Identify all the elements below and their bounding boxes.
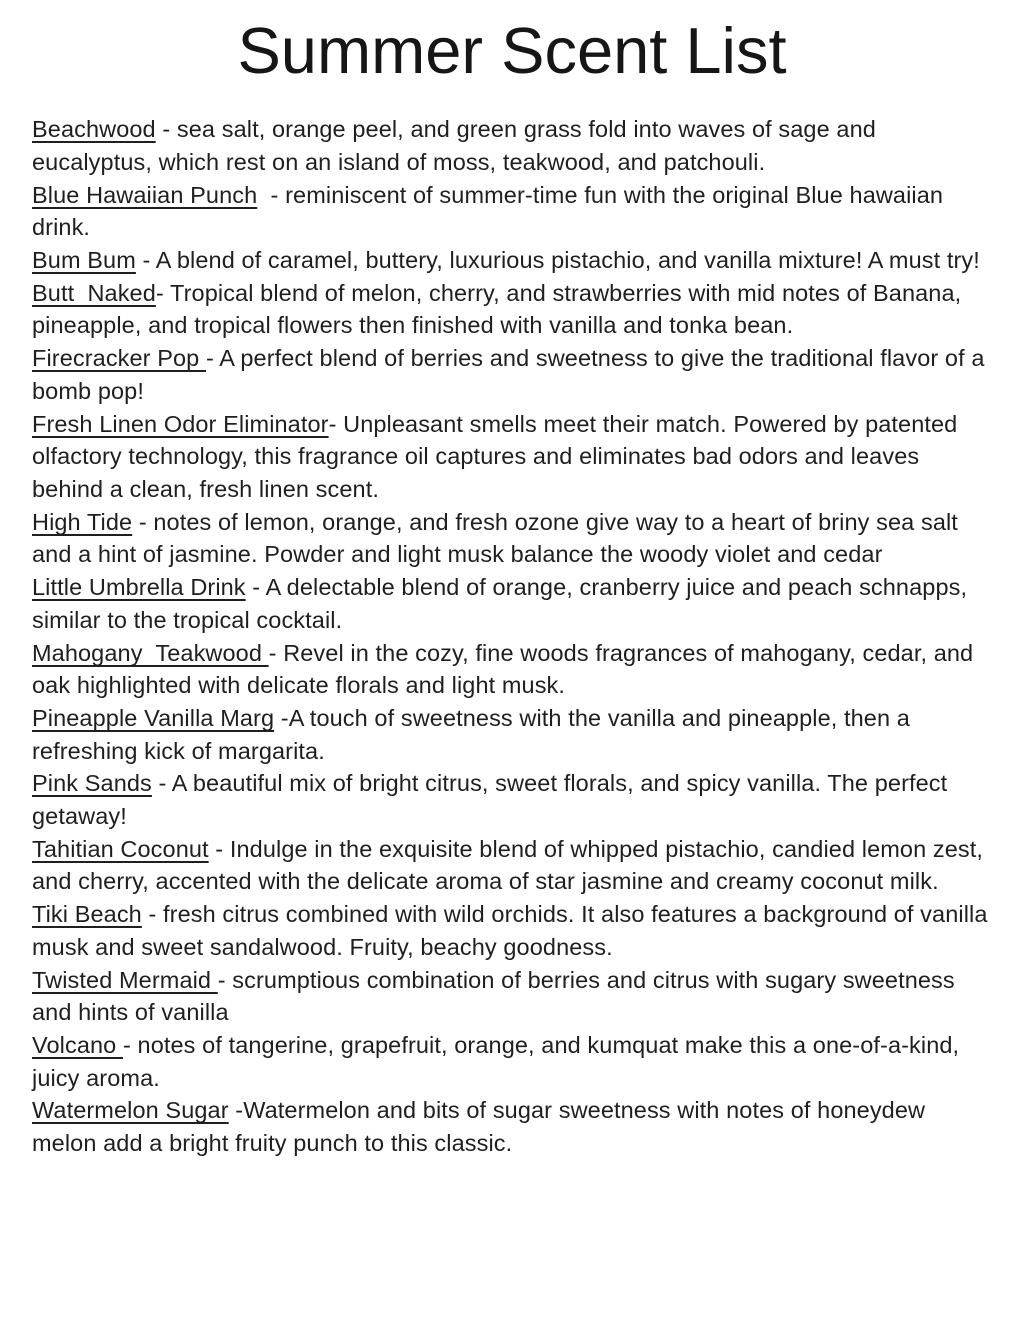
scent-description: notes of tangerine, grapefruit, orange, and kumquat make this a one-of-a-kind, juicy aroma. <box>32 1031 966 1091</box>
scent-separator: - <box>328 410 344 437</box>
scent-description: scrumptious combination of berries and citrus with sugary sweetness and hints of vanilla <box>32 966 962 1026</box>
scent-name: Beachwood <box>32 116 156 143</box>
scent-name: Watermelon Sugar <box>32 1097 229 1124</box>
scent-description: A perfect blend of berries and sweetness to give the traditional flavor of a bomb pop! <box>32 345 992 404</box>
scent-separator: - <box>217 966 233 993</box>
scent-separator: - <box>208 835 230 862</box>
scent-name: Tahitian Coconut <box>32 835 209 862</box>
scent-separator: - <box>155 279 171 306</box>
scent-description: fresh citrus combined with wild orchids. It also features a background of vanilla musk and sweet sandalwood. Fruity, beachy goodness. <box>32 901 995 960</box>
scent-entry <box>32 342 992 407</box>
scent-description: notes of lemon, orange, and fresh ozone give way to a heart of briny sea salt and a hint of jasmine. Powder and light musk balance the woody violet and cedar <box>32 508 965 568</box>
scent-entry <box>32 408 992 506</box>
scent-description: A touch of sweetness with the vanilla and pineapple, then a refreshing kick of margarita. <box>32 704 917 764</box>
scent-description: A delectable blend of orange, cranberry juice and peach schnapps, similar to the tropical cocktail. <box>32 574 974 633</box>
scent-name: Volcano <box>32 1031 123 1058</box>
scent-entry <box>32 113 992 178</box>
scent-description: Indulge in the exquisite blend of whipped pistachio, candied lemon zest, and cherry, accented with the delicate aroma of star jasmine and creamy coconut milk. <box>32 835 990 895</box>
scent-name: Blue Hawaiian Punch <box>32 181 258 208</box>
scent-separator: - <box>141 901 164 928</box>
scent-name: Fresh Linen Odor Eliminator <box>32 410 329 437</box>
scent-description: Revel in the cozy, fine woods fragrances of mahogany, cedar, and oak highlighted with delicate florals and light musk. <box>32 639 980 699</box>
scent-entry <box>32 244 992 277</box>
scent-separator: - <box>155 116 177 143</box>
scent-entry <box>32 833 992 898</box>
scent-name: Pineapple Vanilla Marg <box>32 704 275 731</box>
scent-name: Firecracker Pop <box>32 345 206 372</box>
scent-separator: - <box>245 574 266 601</box>
scent-separator: - <box>257 181 286 208</box>
scent-name: Twisted Mermaid <box>32 966 218 993</box>
scent-entry <box>32 179 992 244</box>
scent-description: A beautiful mix of bright citrus, sweet florals, and spicy vanilla. The perfect getaway! <box>32 770 954 830</box>
scent-separator: - <box>132 508 154 535</box>
scent-entry <box>32 637 992 702</box>
scent-name: Butt Naked <box>32 279 156 306</box>
scent-entry <box>32 506 992 571</box>
scent-separator: - <box>122 1031 138 1058</box>
scent-entry <box>32 1094 992 1159</box>
scent-name: Bum Bum <box>32 247 136 274</box>
scent-entry <box>32 702 992 767</box>
scent-separator: - <box>135 247 156 274</box>
scent-entry <box>32 1029 992 1094</box>
scent-description: reminiscent of summer-time fun with the original Blue hawaiian drink. <box>32 181 950 241</box>
scent-entry <box>32 767 992 832</box>
scent-description: sea salt, orange peel, and green grass fold into waves of sage and eucalyptus, which rest on an island of moss, teakwood, and patchouli. <box>32 116 883 175</box>
scent-entry <box>32 898 995 963</box>
page-title: Summer Scent List <box>237 14 787 87</box>
scent-separator: - <box>268 639 284 666</box>
scent-description: Watermelon and bits of sugar sweetness with notes of honeydew melon add a bright fruity punch to this classic. <box>32 1097 932 1157</box>
scent-description: Unpleasant smells meet their match. Powered by patented olfactory technology, this fragrance oil captures and eliminates bad odors and leaves behind a clean, fresh linen scent. <box>32 410 964 502</box>
scent-name: Pink Sands <box>32 770 152 797</box>
scent-name: Tiki Beach <box>32 901 142 928</box>
scent-name: Mahogany Teakwood <box>32 639 269 666</box>
scent-name: High Tide <box>32 508 133 535</box>
scent-entry <box>32 277 992 342</box>
scent-description: Tropical blend of melon, cherry, and strawberries with mid notes of Banana, pineapple, and tropical flowers then finished with vanilla and tonka bean. <box>32 279 968 339</box>
scent-entry <box>32 571 992 636</box>
scent-name: Little Umbrella Drink <box>32 574 246 601</box>
scent-separator: - <box>205 345 220 372</box>
scent-description: A blend of caramel, buttery, luxurious pistachio, and vanilla mixture! A must try! <box>155 247 980 274</box>
scent-separator: - <box>151 770 172 797</box>
scent-entry <box>32 964 992 1029</box>
scent-separator: - <box>274 704 289 731</box>
scent-list <box>32 113 995 1160</box>
scent-separator: - <box>228 1097 244 1124</box>
